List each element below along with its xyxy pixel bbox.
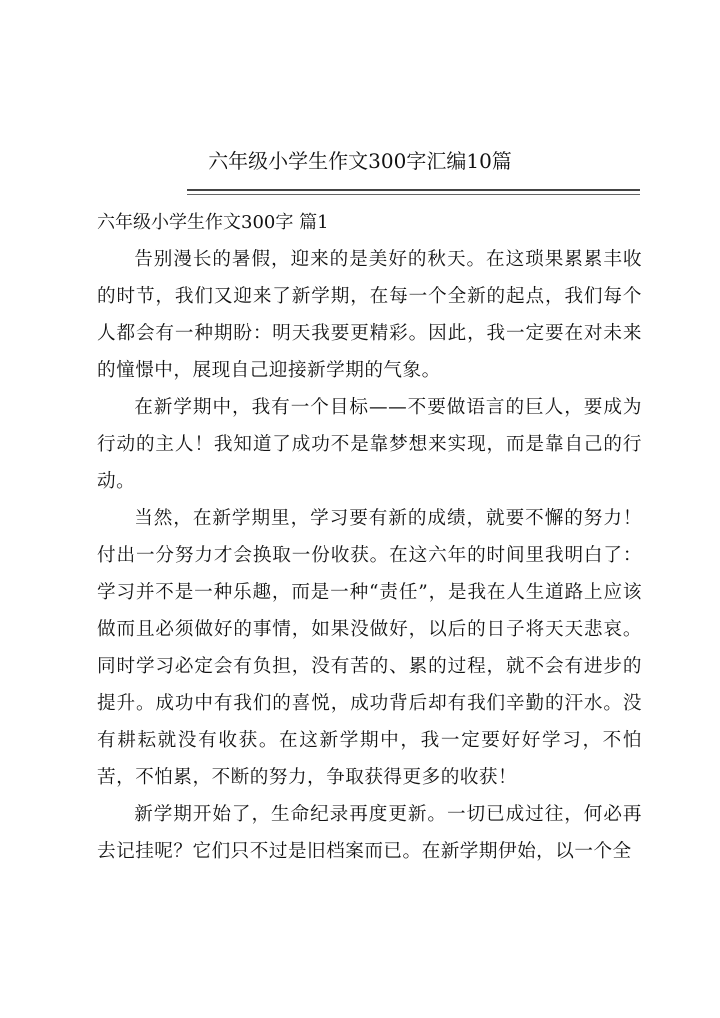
paragraph-1: 告别漫长的暑假，迎来的是美好的秋天。在这琐果累累丰收的时节，我们又迎来了新学期，在每一个全新的起点，我们每个人都会有一种期盼：明天我要更精彩。因此，我一定要在对未来的憧憬中，展现自己迎接新学期的气象。 [97,249,642,381]
title-divider-thin [187,194,640,195]
title-divider-thick [187,189,640,191]
essay-body [97,241,642,870]
document-title: 六年级小学生作文300字汇编10篇 [208,149,512,173]
section-heading: 六年级小学生作文300字 篇1 [97,212,329,233]
paragraph-3: 当然，在新学期里，学习要有新的成绩，就要不懈的努力！付出一分努力才会换取一份收获。在这六年的时间里我明白了：学习并不是一种乐趣，而是一种“责任”，是我在人生道路上应该做而且必须做好的事情，如果没做好，以后的日子将天天悲哀。同时学习必定会有负担，没有苦的、累的过程，就不会有进步的提升。成功中有我们的喜悦，成功背后却有我们辛勤的汗水。没有耕耘就没有收获。在这新学期中，我一定要好好学习，不怕苦，不怕累，不断的努力，争取获得更多的收获！ [97,508,642,788]
paragraph-4: 新学期开始了，生命纪录再度更新。一切已成过往，何必再去记挂呢？它们只不过是旧档案而已。在新学期伊始，以一个全 [97,804,642,862]
paragraph-2: 在新学期中，我有一个目标——不要做语言的巨人，要成为行动的主人！我知道了成功不是靠梦想来实现，而是靠自己的行动。 [97,397,642,492]
